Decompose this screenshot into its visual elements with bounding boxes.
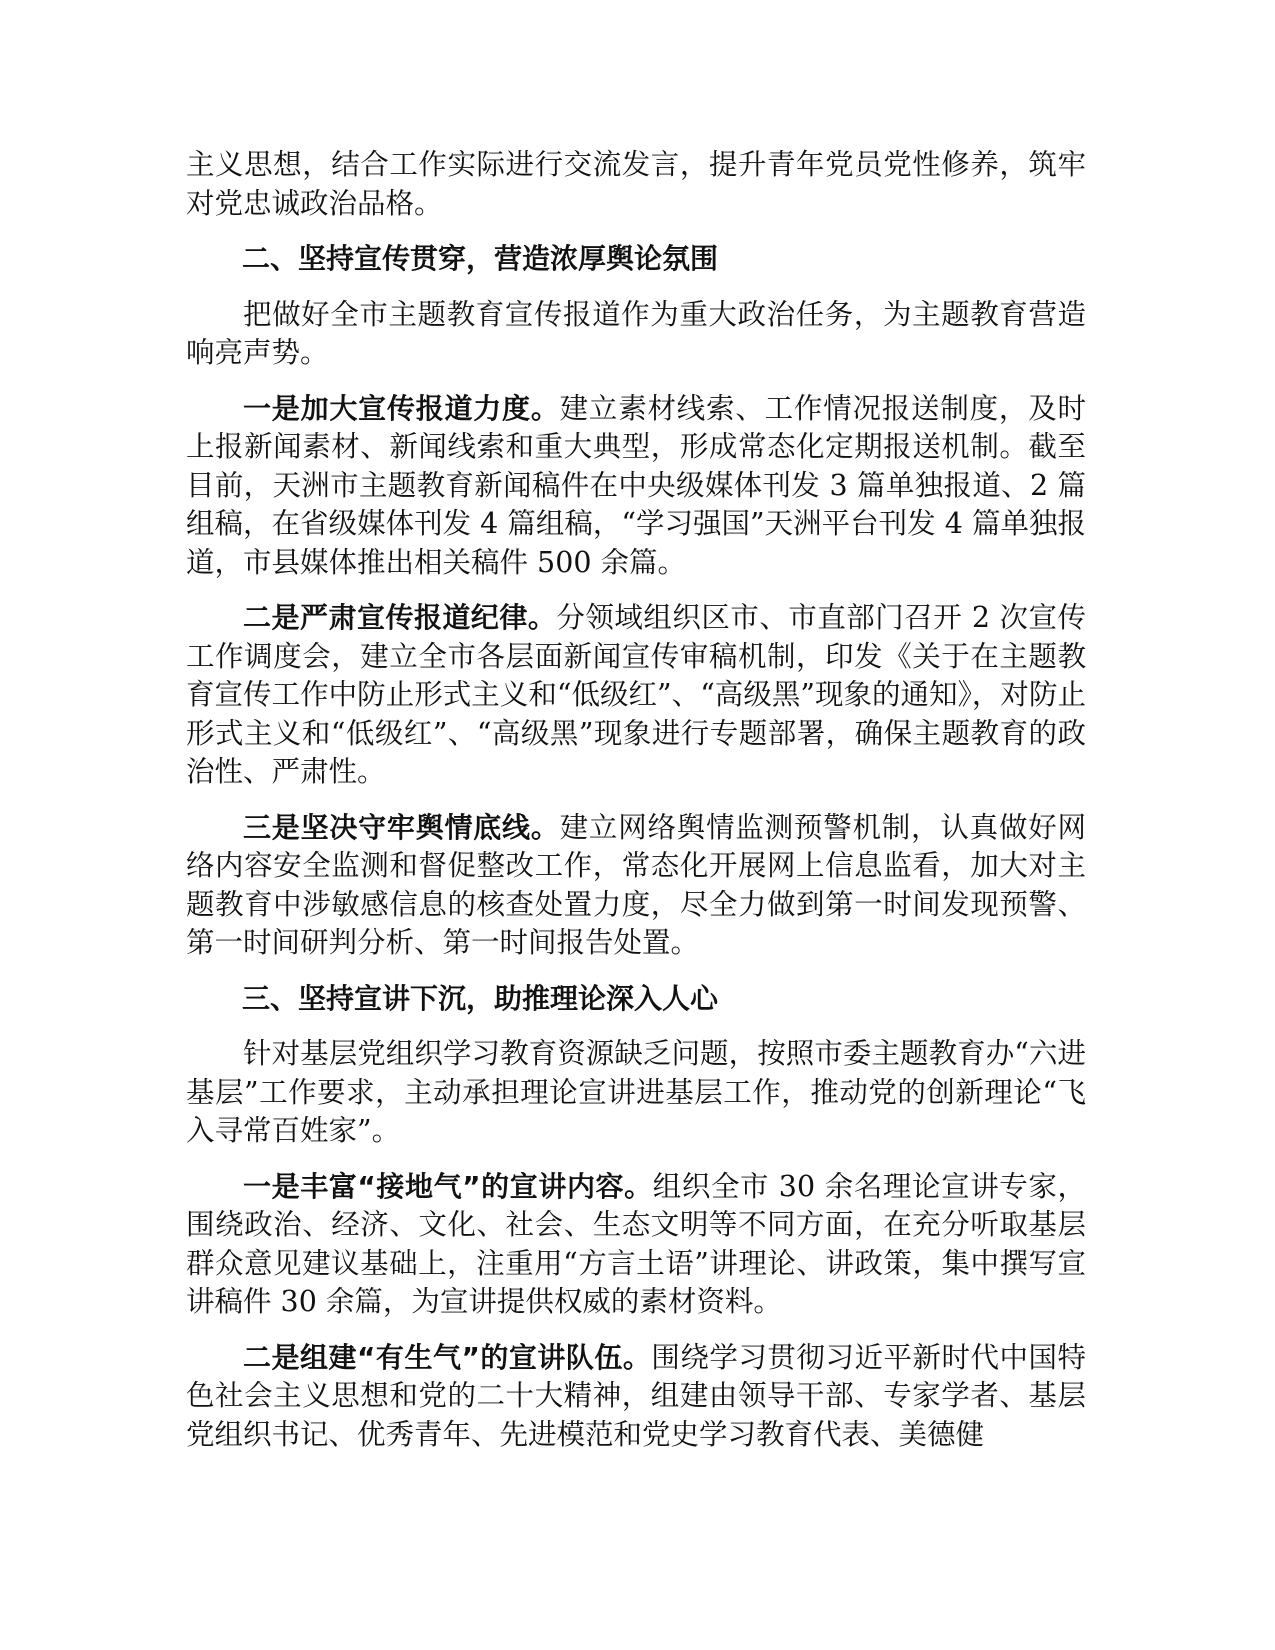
paragraph-publicity-discipline (186, 599, 1086, 792)
paragraph-publicity-strength (186, 390, 1086, 583)
paragraph-lead: 二是组建“有生气”的宣讲队伍。 (243, 1340, 652, 1374)
document-body (186, 146, 1086, 1471)
paragraph-lecture-team (186, 1339, 1086, 1455)
section-heading-3: 三、坚持宣讲下沉，助推理论深入人心 (242, 981, 719, 1015)
paragraph-text: 建立网络舆情监测预警机制，认真做好网络内容安全监测和督促整改工作，常态化开展网上信息监看，加大对主题教育中涉敏感信息的核查处置力度，尽全力做到第一时间发现预警、第一时间研判分析、第一时间报告处置。 (186, 810, 1086, 959)
section-heading-2: 二、坚持宣传贯穿，营造浓厚舆论氛围 (242, 242, 719, 275)
paragraph-lead: 三是坚决守牢舆情底线。 (243, 810, 560, 844)
paragraph-public-opinion (186, 809, 1086, 963)
paragraph-intro-3: 针对基层党组织学习教育资源缺乏问题，按照市委主题教育办“六进基层”工作要求，主动承担理论宣讲进基层工作，推动党的创新理论“飞入寻常百姓家”。 (186, 1037, 1086, 1147)
paragraph-lecture-content (186, 1168, 1086, 1322)
paragraph-continuation: 主义思想，结合工作实际进行交流发言，提升青年党员党性修养，筑牢对党忠诚政治品格。 (186, 148, 1086, 220)
paragraph-lead: 二是严肃宣传报道纪律。 (243, 601, 557, 634)
paragraph-lead: 一是加大宣传报道力度。 (243, 391, 560, 425)
paragraph-text: 建立素材线索、工作情况报送制度，及时上报新闻素材、新闻线索和重大典型，形成常态化定期报送机制。截至目前，天洲市主题教育新闻稿件在中央级媒体刊发 3 篇单独报道、2 篇组稿，在省级媒体刊发 4 篇组稿，“学习强国”天洲平台刊发 4 篇单独报道，市县媒体推出相关稿件 500 余篇。 (186, 391, 1086, 579)
paragraph-text: 围绕学习贯彻习近平新时代中国特色社会主义思想和党的二十大精神，组建由领导干部、专家学者、基层党组织书记、优秀青年、先进模范和党史学习教育代表、美德健 (186, 1340, 1086, 1451)
paragraph-lead: 一是丰富“接地气”的宣讲内容。 (243, 1169, 653, 1203)
paragraph-text: 组织全市 30 余名理论宣讲专家，围绕政治、经济、文化、社会、生态文明等不同方面，在充分听取基层群众意见建议基础上，注重用“方言土语”讲理论、讲政策，集中撰写宣讲稿件 30 余篇，为宣讲提供权威的素材资料。 (186, 1169, 1087, 1318)
paragraph-intro-2: 把做好全市主题教育宣传报道作为重大政治任务，为主题教育营造响亮声势。 (186, 297, 1086, 369)
paragraph-text: 分领域组织区市、市直部门召开 2 次宣传工作调度会，建立全市各层面新闻宣传审稿机制，印发《关于在主题教育宣传工作中防止形式主义和“低级红”、“高级黑”现象的通知》，对防止形式主义和“低级红”、“高级黑”现象进行专题部署，确保主题教育的政治性、严肃性。 (186, 601, 1086, 788)
